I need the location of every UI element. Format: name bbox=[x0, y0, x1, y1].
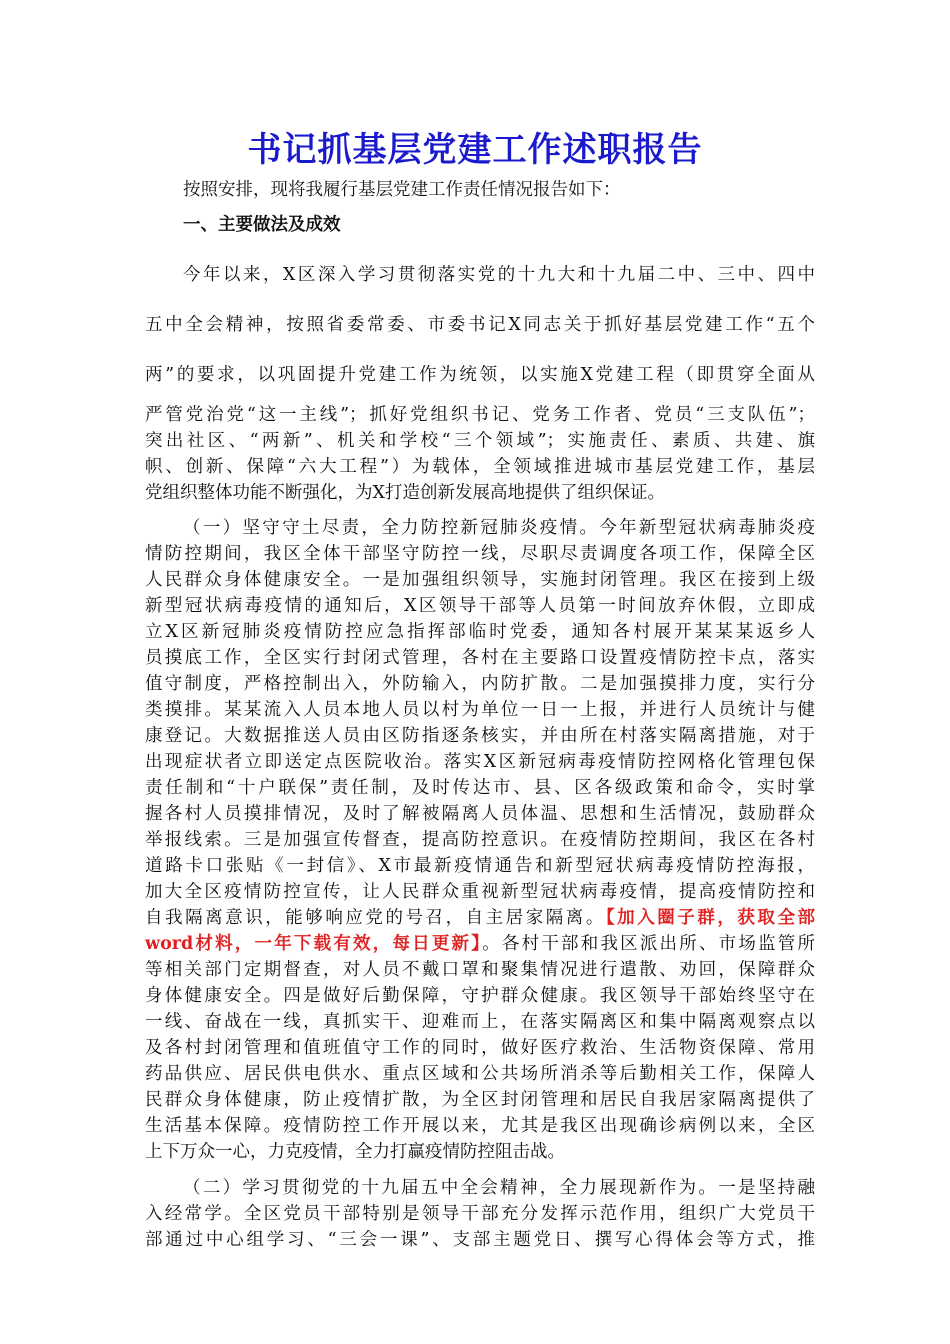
paragraph-line: 人民群众身体健康安全。一是加强组织领导，实施封闭管理。我区在接到上级 bbox=[145, 570, 815, 590]
promo-highlight: 【加入圈子群，获取全部 bbox=[605, 908, 816, 928]
paragraph-line: 帜、创新、保障“六大工程”）为载体，全领域推进城市基层党建工作，基层 bbox=[145, 457, 815, 477]
paragraph-line: 情防控期间，我区全体干部坚守防控一线，尽职尽责调度各项工作，保障全区 bbox=[145, 544, 815, 564]
paragraph-line: 值守制度，严格控制出入，外防输入，内防扩散。二是加强摸排力度，实行分 bbox=[145, 674, 815, 694]
paragraph-line: 类摸排。某某流入人员本地人员以村为单位一日一上报，并进行人员统计与健 bbox=[145, 700, 815, 720]
paragraph-line: 出现症状者立即送定点医院收治。落实X区新冠病毒疫情防控网格化管理包保 bbox=[145, 752, 815, 772]
paragraph-line: 入经常学。全区党员干部特别是领导干部充分发挥示范作用，组织广大党员干 bbox=[145, 1204, 815, 1224]
paragraph-line: （二）学习贯彻党的十九届五中全会精神，全力展现新作为。一是坚持融 bbox=[183, 1178, 815, 1198]
paragraph-line-mixed bbox=[145, 932, 815, 956]
paragraph-line: 身体健康安全。四是做好后勤保障，守护群众健康。我区领导干部始终坚守在 bbox=[145, 986, 815, 1006]
paragraph-text: 自我隔离意识，能够响应党的号召，自主居家隔离。 bbox=[145, 908, 606, 928]
paragraph-line: 等相关部门定期督查，对人员不戴口罩和聚集情况进行遣散、劝回，保障群众 bbox=[145, 960, 815, 980]
paragraph-line: 五中全会精神，按照省委常委、市委书记X同志关于抓好基层党建工作“五个 bbox=[145, 315, 815, 335]
paragraph-line: 新型冠状病毒疫情的通知后，X区领导干部等人员第一时间放弃休假，立即成 bbox=[145, 596, 815, 616]
paragraph-line: 立X区新冠肺炎疫情防控应急指挥部临时党委，通知各村展开某某某返乡人 bbox=[145, 622, 815, 642]
paragraph-line: （一）坚守守土尽责，全力防控新冠肺炎疫情。今年新型冠状病毒肺炎疫 bbox=[183, 518, 815, 538]
paragraph-line: 党组织整体功能不断强化，为X打造创新发展高地提供了组织保证。 bbox=[145, 483, 665, 503]
paragraph-line: 举报线索。三是加强宣传督查，提高防控意识。在疫情防控期间，我区在各村 bbox=[145, 830, 815, 850]
paragraph-line: 严管党治党“这一主线”；抓好党组织书记、党务工作者、党员“三支队伍”； bbox=[145, 405, 815, 425]
paragraph-line: 握各村人员摸排情况，及时了解被隔离人员体温、思想和生活情况，鼓励群众 bbox=[145, 804, 815, 824]
paragraph-line: 加大全区疫情防控宣传，让人民群众重视新型冠状病毒疫情，提高疫情防控和 bbox=[145, 882, 815, 902]
promo-highlight: word材料，一年下载有效，每日更新】 bbox=[145, 934, 483, 954]
section-heading: 一、主要做法及成效 bbox=[183, 215, 341, 235]
paragraph-line: 责任制和“十户联保”责任制，及时传达市、县、区各级政策和命令，实时掌 bbox=[145, 778, 815, 798]
paragraph-line: 康登记。大数据推送人员由区防指逐条核实，并由所在村落实隔离措施，对于 bbox=[145, 726, 815, 746]
paragraph-text: 。各村干部和我区派出所、市场监管所 bbox=[482, 934, 815, 954]
paragraph-line: 一线、奋战在一线，真抓实干、迎难而上，在落实隔离区和集中隔离观察点以 bbox=[145, 1012, 815, 1032]
paragraph-line: 部通过中心组学习、“三会一课”、支部主题党日、撰写心得体会等方式，推 bbox=[145, 1230, 815, 1250]
paragraph-line: 道路卡口张贴《一封信》、X市最新疫情通告和新型冠状病毒疫情防控海报， bbox=[145, 856, 815, 876]
paragraph-line-mixed bbox=[145, 906, 815, 930]
paragraph-line: 生活基本保障。疫情防控工作开展以来，尤其是我区出现确诊病例以来，全区 bbox=[145, 1116, 815, 1136]
intro-text: 按照安排，现将我履行基层党建工作责任情况报告如下： bbox=[183, 180, 621, 200]
paragraph-line: 药品供应、居民供电供水、重点区域和公共场所消杀等后勤相关工作，保障人 bbox=[145, 1064, 815, 1084]
paragraph-line: 民群众身体健康，防止疫情扩散，为全区封闭管理和居民自我居家隔离提供了 bbox=[145, 1090, 815, 1110]
paragraph-line: 员摸底工作，全区实行封闭式管理，各村在主要路口设置疫情防控卡点，落实 bbox=[145, 648, 815, 668]
paragraph-line: 及各村封闭管理和值班值守工作的同时，做好医疗救治、生活物资保障、常用 bbox=[145, 1038, 815, 1058]
page-title: 书记抓基层党建工作述职报告 bbox=[247, 130, 703, 170]
paragraph-line: 上下万众一心，力克疫情，全力打赢疫情防控阻击战。 bbox=[145, 1142, 565, 1162]
paragraph-line: 今年以来，X区深入学习贯彻落实党的十九大和十九届二中、三中、四中 bbox=[183, 265, 815, 285]
paragraph-line: 两”的要求，以巩固提升党建工作为统领，以实施X党建工程（即贯穿全面从 bbox=[145, 365, 815, 385]
paragraph-line: 突出社区、“两新”、机关和学校“三个领域”；实施责任、素质、共建、旗 bbox=[145, 431, 815, 451]
